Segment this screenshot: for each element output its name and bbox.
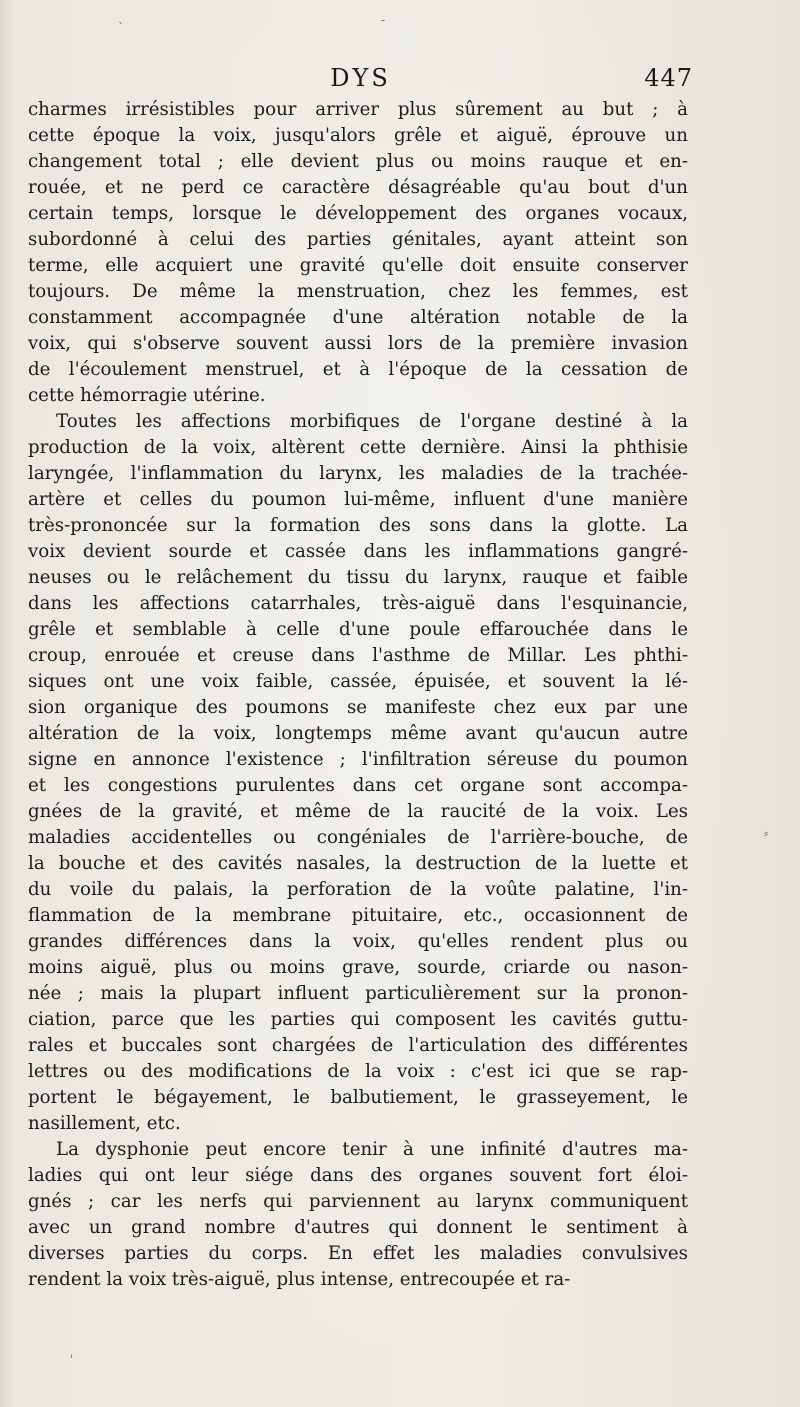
text-line: ciation, parce que les parties qui composent les cavités guttu-	[28, 1009, 688, 1030]
text-line: production de la voix, altèrent cette dernière. Ainsi la phthisie	[28, 437, 688, 458]
text-line: siques ont une voix faible, cassée, épuisée, et souvent la lé-	[28, 671, 688, 692]
text-line: rendent la voix très-aiguë, plus intense, entrecoupée et ra-	[28, 1269, 571, 1290]
text-line: La dysphonie peut encore tenir à une infinité d'autres ma-	[56, 1139, 688, 1160]
page-header	[28, 64, 693, 96]
text-line: laryngée, l'inflammation du larynx, les maladies de la trachée-	[28, 463, 688, 484]
running-head: DYS	[330, 64, 391, 92]
text-line: grêle et semblable à celle d'une poule effarouchée dans le	[28, 619, 688, 640]
text-line: portent le bégayement, le balbutiement, le grasseyement, le	[28, 1087, 688, 1108]
text-line: gnées de la gravité, et même de la raucité de la voix. Les	[28, 801, 688, 822]
text-line: altération de la voix, longtemps même avant qu'aucun autre	[28, 723, 688, 744]
paper-speck: ˎ	[118, 10, 124, 24]
text-line: charmes irrésistibles pour arriver plus sûrement au but ; à	[28, 99, 688, 120]
text-line: née ; mais la plupart influent particulièrement sur la pronon-	[28, 983, 688, 1004]
text-line: la bouche et des cavités nasales, la destruction de la luette et	[28, 853, 688, 874]
text-line: voix, qui s'observe souvent aussi lors de la première invasion	[28, 333, 688, 354]
text-line: croup, enrouée et creuse dans l'asthme de Millar. Les phthi-	[28, 645, 688, 666]
text-line: avec un grand nombre d'autres qui donnent le sentiment à	[28, 1217, 688, 1238]
text-line: toujours. De même la menstruation, chez les femmes, est	[28, 281, 688, 302]
text-line: sion organique des poumons se manifeste chez eux par une	[28, 697, 688, 718]
text-line: rales et buccales sont chargées de l'articulation des différentes	[28, 1035, 688, 1056]
body-text	[28, 97, 688, 1293]
text-line: flammation de la membrane pituitaire, etc., occasionnent de	[28, 905, 688, 926]
text-line: diverses parties du corps. En effet les maladies convulsives	[28, 1243, 688, 1264]
text-line: rouée, et ne perd ce caractère désagréable qu'au bout d'un	[28, 177, 688, 198]
text-line: Toutes les affections morbifiques de l'organe destiné à la	[56, 411, 688, 432]
paper-speck: ⸗	[764, 826, 768, 840]
paper-speck: ˍ	[380, 8, 386, 22]
text-line: moins aiguë, plus ou moins grave, sourde, criarde ou nason-	[28, 957, 688, 978]
page-number: 447	[644, 64, 693, 92]
text-line: voix devient sourde et cassée dans les inflammations gangré-	[28, 541, 688, 562]
text-line: de l'écoulement menstruel, et à l'époque de la cessation de	[28, 359, 688, 380]
text-line: lettres ou des modifications de la voix : c'est ici que se rap-	[28, 1061, 688, 1082]
text-line: artère et celles du poumon lui-même, influent d'une manière	[28, 489, 688, 510]
text-line: et les congestions purulentes dans cet organe sont accompa-	[28, 775, 688, 796]
text-line: signe en annonce l'existence ; l'infiltration séreuse du poumon	[28, 749, 688, 770]
text-line: subordonné à celui des parties génitales, ayant atteint son	[28, 229, 688, 250]
text-line: ladies qui ont leur siége dans des organes souvent fort éloi-	[28, 1165, 688, 1186]
text-line: constamment accompagnée d'une altération notable de la	[28, 307, 688, 328]
text-line: neuses ou le relâchement du tissu du larynx, rauque et faible	[28, 567, 688, 588]
text-line: nasillement, etc.	[28, 1113, 181, 1134]
text-line: cette époque la voix, jusqu'alors grêle et aiguë, éprouve un	[28, 125, 688, 146]
text-line: maladies accidentelles ou congéniales de l'arrière-bouche, de	[28, 827, 688, 848]
text-line: du voile du palais, la perforation de la voûte palatine, l'in-	[28, 879, 688, 900]
text-line: changement total ; elle devient plus ou moins rauque et en-	[28, 151, 688, 172]
text-line: cette hémorragie utérine.	[28, 385, 266, 406]
text-line: terme, elle acquiert une gravité qu'elle doit ensuite conserver	[28, 255, 688, 276]
text-line: certain temps, lorsque le développement des organes vocaux,	[28, 203, 688, 224]
text-line: dans les affections catarrhales, très-aiguë dans l'esquinancie,	[28, 593, 688, 614]
text-line: grandes différences dans la voix, qu'elles rendent plus ou	[28, 931, 688, 952]
text-line: très-prononcée sur la formation des sons dans la glotte. La	[28, 515, 688, 536]
text-line: gnés ; car les nerfs qui parviennent au larynx communiquent	[28, 1191, 688, 1212]
paper-speck: ˌ	[70, 1345, 74, 1359]
